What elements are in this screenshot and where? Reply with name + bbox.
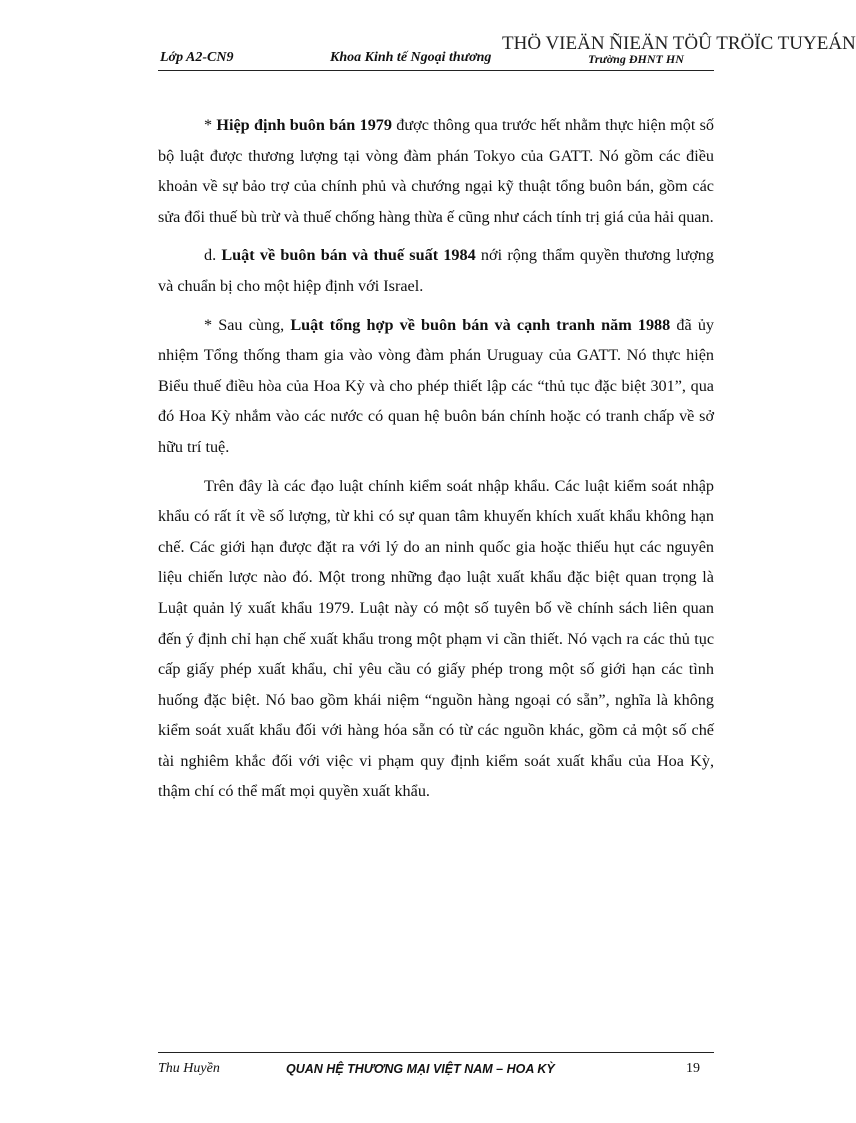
header-class-name: Lớp A2-CN9 [160,50,234,65]
p3-lead: * Sau cùng, [204,315,291,334]
paragraph-trade-tariff-act-1984 [158,240,714,301]
page-header [158,50,714,71]
p1-lead: * [204,116,217,134]
p3-text: đã ủy nhiệm Tổng thống tham gia vào vòng đàm phán Uruguay của GATT. Nó thực hiện Biểu thuế điều hòa của Hoa Kỳ và cho phép thiết lập các “thủ tục đặc biệt 301”, qua đó Hoa Kỳ nhắm vào các nước có quan hệ buôn bán chính hoặc có tranh chấp về sở hữu trí tuệ. [158,315,715,456]
header-faculty: Khoa Kinh tế Ngoại thương [330,50,492,65]
footer-document-title: QUAN HỆ THƯƠNG MẠI VIỆT NAM – HOA KỲ [286,1062,555,1076]
page-footer [158,1052,714,1081]
paragraph-trade-agreement-1979 [158,110,714,232]
library-watermark: THÖ VIEÄN ÑIEÄN TÖÛ TRÖÏC TUYEÁN [502,33,856,54]
p1-bold-term: Hiệp định buôn bán 1979 [216,116,392,134]
paragraph-export-controls: Trên đây là các đạo luật chính kiểm soát nhập khẩu. Các luật kiểm soát nhập khẩu có rất ít về số lượng, từ khi có sự quan tâm khuyến khích xuất khẩu không hạn chế. Các giới hạn được đặt ra với lý do an ninh quốc gia hoặc thiếu hụt các nguyên liệu chiến lược nào đó. Một trong những đạo luật xuất khẩu đặc biệt quan trọng là Luật quản lý xuất khẩu 1979. Luật này có một số tuyên bố về chính sách liên quan đến ý định chỉ hạn chế xuất khẩu trong một phạm vi cần thiết. Nó vạch ra các thủ tục cấp giấy phép xuất khẩu, chỉ yêu cầu có giấy phép trong một số giới hạn các tình huống đặc biệt. Nó bao gồm khái niệm “nguồn hàng ngoại có sẵn”, nghĩa là không kiểm soát xuất khẩu đối với hàng hóa sẵn có từ các nguồn khác, gồm cả một số chế tài nghiêm khắc đối với việc vi phạm quy định kiểm soát xuất khẩu của Hoa Kỳ, thậm chí có thể mất mọi quyền xuất khẩu. [158,476,714,801]
footer-author: Thu Huyền [158,1061,220,1076]
header-school: Trường ĐHNT HN [588,52,684,66]
p2-lead: d. [204,246,222,265]
p2-bold-term: Luật về buôn bán và thuế suất 1984 [221,246,476,265]
page-body [158,110,714,815]
p2-text: nới rộng thẩm quyền thương lượng và chuẩn bị cho một hiệp định với Israel. [158,246,714,295]
page-number: 19 [686,1061,700,1076]
paragraph-omnibus-trade-act-1988 [158,310,714,463]
p1-text: được thông qua trước hết nhằm thực hiện một số bộ luật được thương lượng tại vòng đàm phán Tokyo của GATT. Nó gồm các điều khoản về sự bảo trợ của chính phủ và chướng ngại kỹ thuật tổng buôn bán, gồm các sửa đổi thuế bù trừ và thuế chống hàng thừa ế cũng như cách tính trị giá của hải quan. [158,116,715,226]
p3-bold-term: Luật tổng hợp về buôn bán và cạnh tranh năm 1988 [290,315,671,334]
